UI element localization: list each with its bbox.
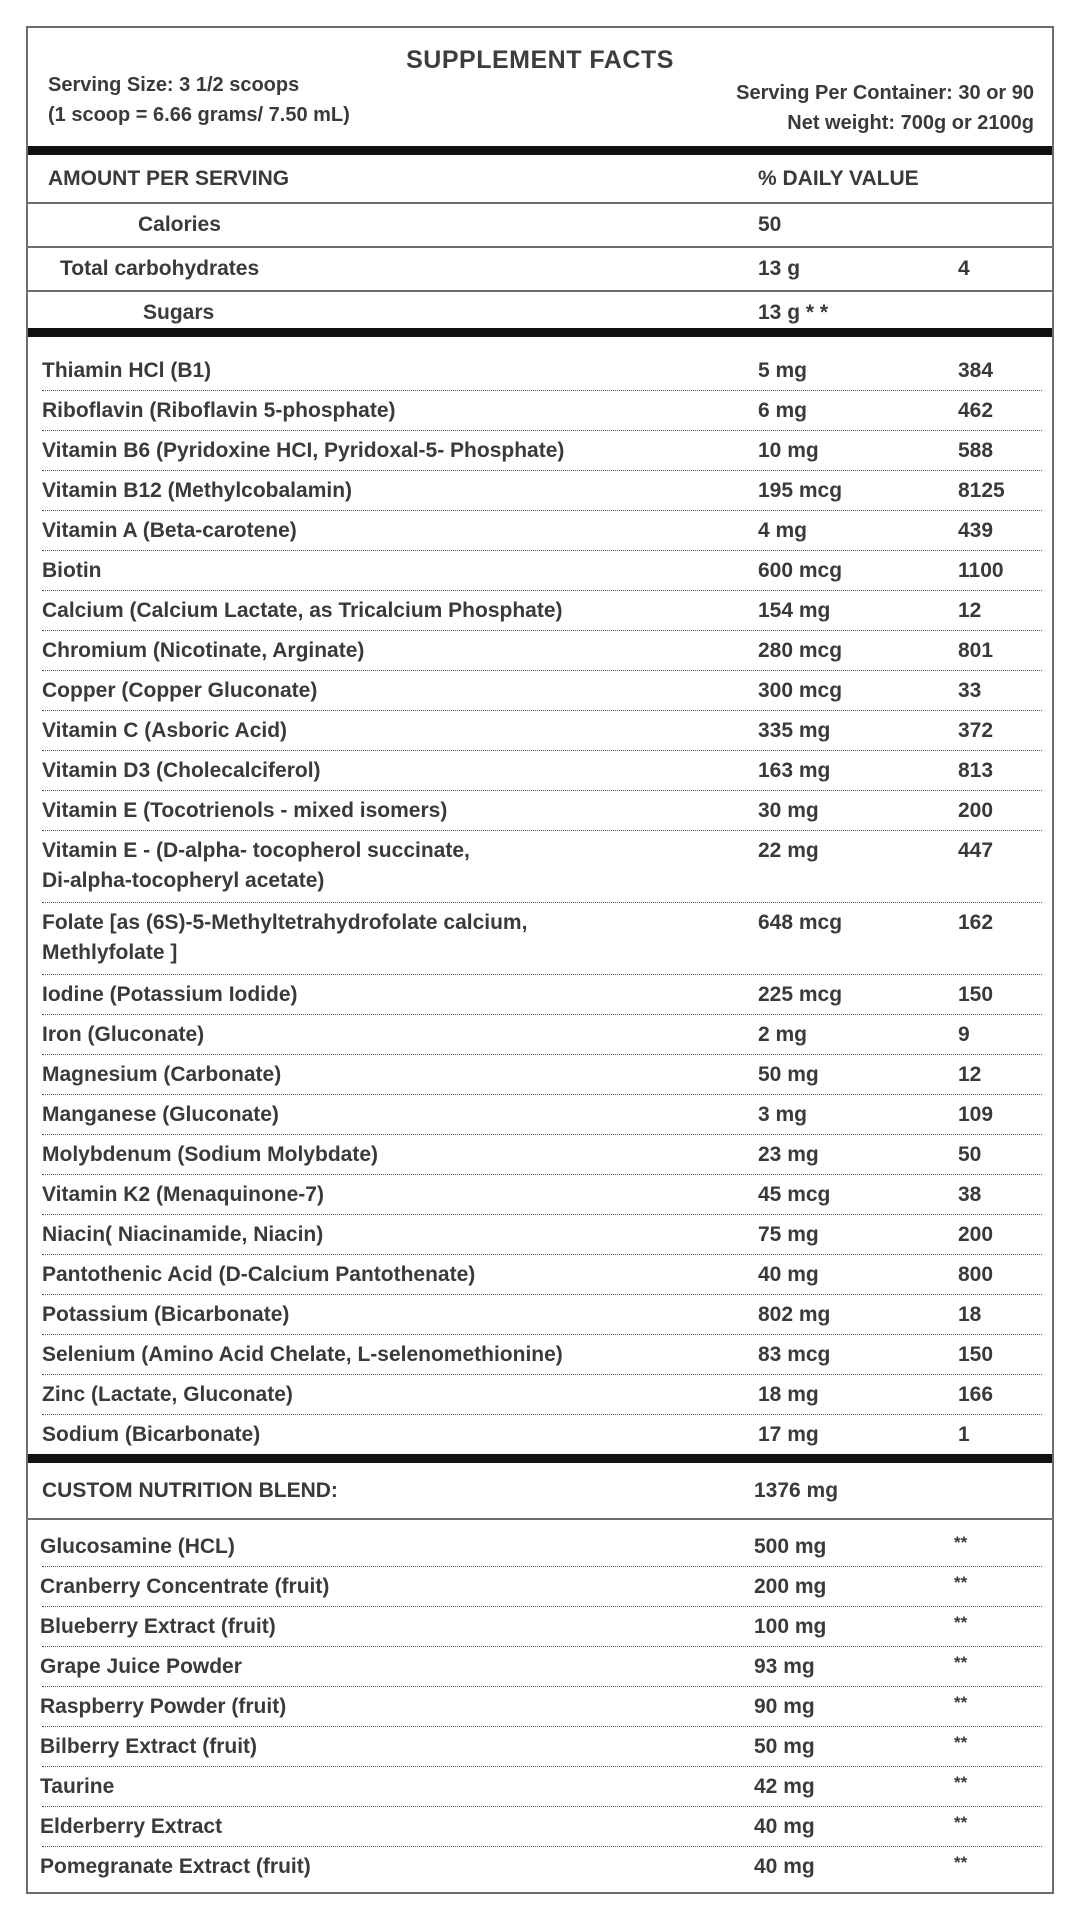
nutrient-amount: 75 mg [758,1223,819,1246]
blend-row [28,1612,1052,1642]
divider [28,202,1052,204]
blend-ingredient-dv: ** [954,1613,968,1632]
blend-ingredient-dv: ** [954,1653,968,1672]
nutrient-daily-value: 150 [958,1343,994,1366]
nutrient-daily-value: 439 [958,519,994,542]
calories-label: Calories [138,213,221,236]
nutrient-name: Vitamin A (Beta-carotene) [42,519,297,542]
nutrient-amount: 23 mg [758,1143,819,1166]
nutrient-amount: 600 mcg [758,559,843,582]
dotted-divider [42,1566,1042,1567]
dotted-divider [42,1726,1042,1727]
blend-rule [28,1454,1052,1463]
nutrient-name: Iron (Gluconate) [42,1023,205,1046]
nutrient-daily-value: 813 [958,759,994,782]
nutrient-name: Chromium (Nicotinate, Arginate) [42,639,365,662]
total-carbohydrates-amount: 13 g [758,257,801,280]
nutrient-amount: 5 mg [758,359,808,382]
serving-size: Serving Size: 3 1/2 scoops [48,74,300,96]
blend-ingredient-name: Cranberry Concentrate (fruit) [40,1575,330,1598]
nutrient-daily-value: 12 [958,1063,982,1086]
nutrient-daily-value: 12 [958,599,982,622]
container-info [736,78,1034,138]
nutrient-amount: 802 mg [758,1303,831,1326]
nutrient-amount: 30 mg [758,799,819,822]
nutrient-amount: 17 mg [758,1423,819,1446]
blend-row [28,1652,1052,1682]
nutrient-amount: 45 mcg [758,1183,831,1206]
nutrient-daily-value: 162 [958,911,994,934]
nutrient-name: Vitamin D3 (Cholecalciferol) [42,759,321,782]
nutrient-amount: 3 mg [758,1103,808,1126]
nutrient-daily-value: 166 [958,1383,994,1406]
nutrient-amount: 195 mcg [758,479,843,502]
nutrient-daily-value: 33 [958,679,982,702]
blend-ingredient-amount: 40 mg [754,1855,815,1878]
nutrient-row [28,908,1052,968]
dotted-divider [42,470,1042,471]
nutrient-name: Vitamin C (Asboric Acid) [42,719,288,742]
nutrient-row [28,556,1052,586]
nutrient-daily-value: 384 [958,359,994,382]
nutrient-daily-value: 150 [958,983,994,1006]
blend-ingredient-dv: ** [954,1693,968,1712]
nutrient-amount: 10 mg [758,439,819,462]
nutrient-daily-value: 800 [958,1263,994,1286]
blend-row [28,1772,1052,1802]
nutrient-row [28,396,1052,426]
nutrient-row [28,1220,1052,1250]
dotted-divider [42,902,1042,903]
nutrient-name-continued: Di-alpha-tocopheryl acetate) [42,869,325,892]
blend-ingredient-dv: ** [954,1573,968,1592]
header-rule [28,146,1052,155]
dotted-divider [42,1174,1042,1175]
nutrient-daily-value: 9 [958,1023,970,1046]
nutrient-amount: 18 mg [758,1383,819,1406]
servings-per-container: Serving Per Container: 30 or 90 [736,82,1034,104]
nutrient-daily-value: 447 [958,839,994,862]
nutrient-daily-value: 200 [958,799,994,822]
nutrient-daily-value: 1100 [958,559,1004,582]
dotted-divider [42,1254,1042,1255]
nutrient-name: Niacin( Niacinamide, Niacin) [42,1223,324,1246]
nutrient-row [28,676,1052,706]
dotted-divider [42,1094,1042,1095]
blend-ingredient-amount: 40 mg [754,1815,815,1838]
nutrient-amount: 6 mg [758,399,808,422]
nutrient-daily-value: 200 [958,1223,994,1246]
amount-per-serving-heading: AMOUNT PER SERVING [48,167,290,190]
blend-ingredient-amount: 200 mg [754,1575,827,1598]
nutrient-amount: 225 mcg [758,983,843,1006]
blend-ingredient-dv: ** [954,1813,968,1832]
nutrient-daily-value: 1 [958,1423,970,1446]
nutrient-name: Riboflavin (Riboflavin 5-phosphate) [42,399,396,422]
nutrient-row [28,1180,1052,1210]
nutrient-daily-value: 109 [958,1103,994,1126]
dotted-divider [42,1054,1042,1055]
blend-ingredient-name: Raspberry Powder (fruit) [40,1695,287,1718]
nutrient-row [28,716,1052,746]
dotted-divider [42,590,1042,591]
nutrient-name: Thiamin HCl (B1) [42,359,212,382]
dotted-divider [42,1014,1042,1015]
dotted-divider [42,1134,1042,1135]
nutrient-row [28,1140,1052,1170]
blend-ingredient-amount: 42 mg [754,1775,815,1798]
divider [28,1518,1052,1520]
blend-ingredient-name: Glucosamine (HCL) [40,1535,235,1558]
dotted-divider [42,790,1042,791]
nutrient-name: Manganese (Gluconate) [42,1103,279,1126]
nutrient-daily-value: 801 [958,639,994,662]
dotted-divider [42,1646,1042,1647]
blend-ingredient-dv: ** [954,1853,968,1872]
blend-title: CUSTOM NUTRITION BLEND: [42,1479,338,1502]
dotted-divider [42,1294,1042,1295]
nutrient-amount: 154 mg [758,599,831,622]
nutrient-name: Molybdenum (Sodium Molybdate) [42,1143,378,1166]
nutrient-row [28,1340,1052,1370]
nutrient-daily-value: 50 [958,1143,982,1166]
dotted-divider [42,630,1042,631]
nutrient-amount: 4 mg [758,519,808,542]
sugars-label: Sugars [143,301,215,324]
dotted-divider [42,974,1042,975]
nutrient-name: Calcium (Calcium Lactate, as Tricalcium Phosphate) [42,599,563,622]
nutrient-name: Vitamin K2 (Menaquinone-7) [42,1183,324,1206]
nutrient-row [28,356,1052,386]
dotted-divider [42,1606,1042,1607]
nutrient-row [28,1100,1052,1130]
total-carbohydrates-label: Total carbohydrates [60,257,260,280]
blend-row [28,1532,1052,1562]
blend-ingredient-name: Blueberry Extract (fruit) [40,1615,276,1638]
nutrient-row [28,1020,1052,1050]
dotted-divider [42,510,1042,511]
divider [28,290,1052,292]
dotted-divider [42,1686,1042,1687]
nutrient-name: Vitamin E - (D-alpha- tocopherol succinate, [42,839,470,862]
dotted-divider [42,430,1042,431]
nutrient-row [28,1260,1052,1290]
dotted-divider [42,1806,1042,1807]
nutrient-amount: 163 mg [758,759,831,782]
nutrient-daily-value: 38 [958,1183,982,1206]
dotted-divider [42,750,1042,751]
dotted-divider [42,1846,1042,1847]
nutrient-amount: 300 mcg [758,679,843,702]
nutrient-amount: 50 mg [758,1063,819,1086]
blend-ingredient-dv: ** [954,1733,968,1752]
panel-title: SUPPLEMENT FACTS [406,46,674,74]
nutrient-row [28,636,1052,666]
blend-ingredient-dv: ** [954,1773,968,1792]
nutrient-row [28,1380,1052,1410]
blend-ingredient-amount: 93 mg [754,1655,815,1678]
blend-row [28,1692,1052,1722]
nutrient-row [28,1420,1052,1450]
dotted-divider [42,390,1042,391]
nutrient-name: Zinc (Lactate, Gluconate) [42,1383,293,1406]
nutrient-row [28,436,1052,466]
nutrient-daily-value: 462 [958,399,994,422]
nutrient-row [28,476,1052,506]
nutrient-row [28,1300,1052,1330]
net-weight: Net weight: 700g or 2100g [787,112,1034,134]
blend-row [28,1852,1052,1882]
blend-ingredient-name: Bilberry Extract (fruit) [40,1735,258,1758]
blend-ingredient-name: Elderberry Extract [40,1815,223,1838]
supplement-facts-panel [26,26,1054,1894]
blend-total: 1376 mg [754,1479,839,1502]
blend-ingredient-amount: 500 mg [754,1535,827,1558]
nutrient-amount: 2 mg [758,1023,808,1046]
blend-ingredient-amount: 100 mg [754,1615,827,1638]
nutrient-row [28,836,1052,896]
dotted-divider [42,670,1042,671]
sugars-amount: 13 g * * [758,301,829,324]
nutrient-row [28,796,1052,826]
nutrient-name: Pantothenic Acid (D-Calcium Pantothenate) [42,1263,476,1286]
calories-value: 50 [758,213,782,236]
nutrient-name: Potassium (Bicarbonate) [42,1303,290,1326]
blend-ingredient-amount: 90 mg [754,1695,815,1718]
dotted-divider [42,1334,1042,1335]
nutrient-name: Biotin [42,559,102,582]
nutrient-name: Vitamin E (Tocotrienols - mixed isomers) [42,799,448,822]
blend-row [28,1732,1052,1762]
blend-ingredient-dv: ** [954,1533,968,1552]
nutrient-amount: 22 mg [758,839,819,862]
daily-value-heading: % DAILY VALUE [758,167,919,190]
blend-ingredient-name: Taurine [40,1775,115,1798]
nutrient-name: Iodine (Potassium Iodide) [42,983,298,1006]
dotted-divider [42,1374,1042,1375]
nutrient-row [28,596,1052,626]
dotted-divider [42,550,1042,551]
nutrient-name: Sodium (Bicarbonate) [42,1423,261,1446]
nutrient-daily-value: 372 [958,719,994,742]
blend-ingredient-name: Pomegranate Extract (fruit) [40,1855,311,1878]
dotted-divider [42,830,1042,831]
nutrient-amount: 648 mcg [758,911,843,934]
dotted-divider [42,1214,1042,1215]
nutrient-row [28,980,1052,1010]
nutrient-name: Copper (Copper Gluconate) [42,679,318,702]
nutrient-amount: 83 mcg [758,1343,831,1366]
nutrient-name: Selenium (Amino Acid Chelate, L-selenomethionine) [42,1343,563,1366]
nutrient-name: Vitamin B12 (Methylcobalamin) [42,479,353,502]
nutrient-row [28,1060,1052,1090]
blend-ingredient-amount: 50 mg [754,1735,815,1758]
nutrient-name-continued: Methlyfolate ] [42,941,178,964]
total-carbohydrates-dv: 4 [958,257,970,280]
vitamins-rule [28,328,1052,337]
nutrient-amount: 280 mcg [758,639,843,662]
scoop-info: (1 scoop = 6.66 grams/ 7.50 mL) [48,104,350,126]
nutrient-daily-value: 8125 [958,479,1005,502]
divider [28,246,1052,248]
dotted-divider [42,710,1042,711]
nutrient-amount: 40 mg [758,1263,819,1286]
serving-info [48,70,350,130]
blend-ingredient-name: Grape Juice Powder [40,1655,242,1678]
nutrient-name: Folate [as (6S)-5-Methyltetrahydrofolate calcium, [42,911,528,934]
dotted-divider [42,1766,1042,1767]
nutrient-daily-value: 588 [958,439,994,462]
nutrient-row [28,756,1052,786]
nutrient-row [28,516,1052,546]
blend-row [28,1572,1052,1602]
nutrient-name: Vitamin B6 (Pyridoxine HCI, Pyridoxal-5- Phosphate) [42,439,565,462]
dotted-divider [42,1414,1042,1415]
blend-row [28,1812,1052,1842]
nutrient-daily-value: 18 [958,1303,982,1326]
nutrient-name: Magnesium (Carbonate) [42,1063,282,1086]
nutrient-amount: 335 mg [758,719,831,742]
